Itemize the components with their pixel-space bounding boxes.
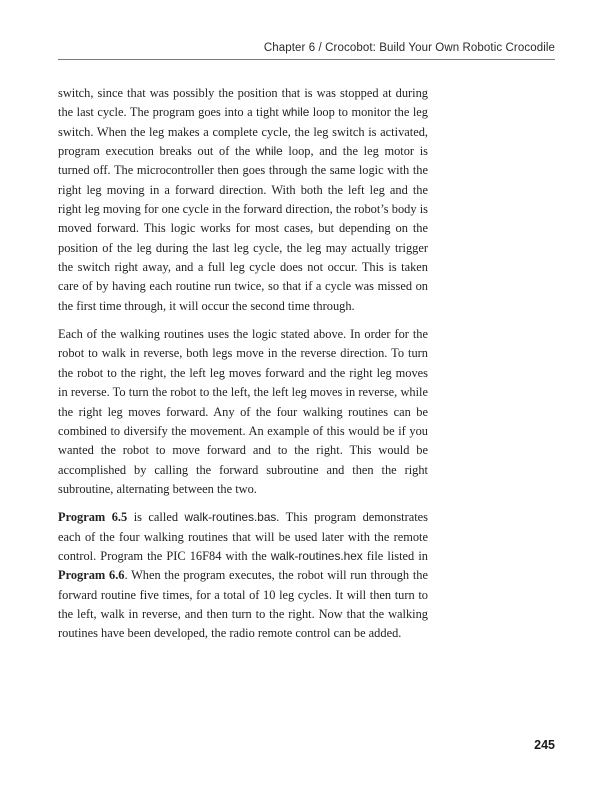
paragraph-3-text-4: . When the program executes, the robot will run through the forward routine five times, for a total of 10 leg cycles. It will then turn to the left, walk in reverse, and then turn to the right. Now that the walking routines have been developed, the radio remote control can be added.: [58, 568, 428, 641]
paragraph-3-text-1: is called: [127, 510, 185, 525]
code-keyword-while-1: while: [282, 105, 310, 120]
running-header: Chapter 6 / Crocobot: Build Your Own Robotic Crocodile: [263, 42, 555, 54]
paragraph-3-text-2: . This program demonstrates each of the four walking routines that will be used later with the remote control. Program the PIC 16F84 with the: [58, 510, 428, 563]
filename-walk-routines-hex: walk-routines.hex: [270, 548, 363, 563]
paragraph-3: [58, 508, 428, 643]
paragraph-1-text-2: loop to monitor the leg switch. When the leg makes a complete cycle, the leg switch is activated, program execution breaks out of the: [58, 105, 428, 159]
paragraph-1-text-3: loop, and the leg motor is turned off. The microcontroller then goes through the same logic with the right leg moving in a forward direction. With both the left leg and the right leg moving for one cycle in the forward direction, the robot’s body is moved forward. This logic works for most cases, but depending on the position of the leg during the last leg cycle, the leg may actually trigger the switch right away, and a full leg cycle does not occur. This is taken care of by having each routine run twice, so that if a cycle was missed on the first time through, it will occur the second time through.: [58, 144, 428, 313]
page-number: 245: [534, 738, 555, 752]
header-rule: [58, 59, 555, 60]
paragraph-1: [58, 84, 428, 316]
paragraph-1-text-1: switch, since that was possibly the position that is was stopped at during the last cycle. The program goes into a tight: [58, 86, 428, 120]
filename-walk-routines-bas: walk-routines.bas: [184, 510, 277, 525]
body-text: [58, 84, 428, 653]
paragraph-2: Each of the walking routines uses the logic stated above. In order for the robot to walk in reverse, both legs move in the reverse direction. To turn the robot to the right, the left leg moves forward and the right leg moves in reverse. To turn the robot to the left, the left leg moves in reverse, while the right leg moves forward. Any of the four walking routines can be combined to diversify the movement. An example of this would be if you wanted the robot to move forward and to the right. This would be accomplished by calling the forward subroutine and then the right subroutine, alternating between the two.: [58, 327, 428, 496]
program-reference-6-5: Program 6.5: [58, 510, 128, 525]
program-reference-6-6: Program 6.6: [58, 568, 125, 583]
paragraph-3-text-3: file listed in: [362, 548, 428, 563]
code-keyword-while-2: while: [255, 144, 283, 159]
